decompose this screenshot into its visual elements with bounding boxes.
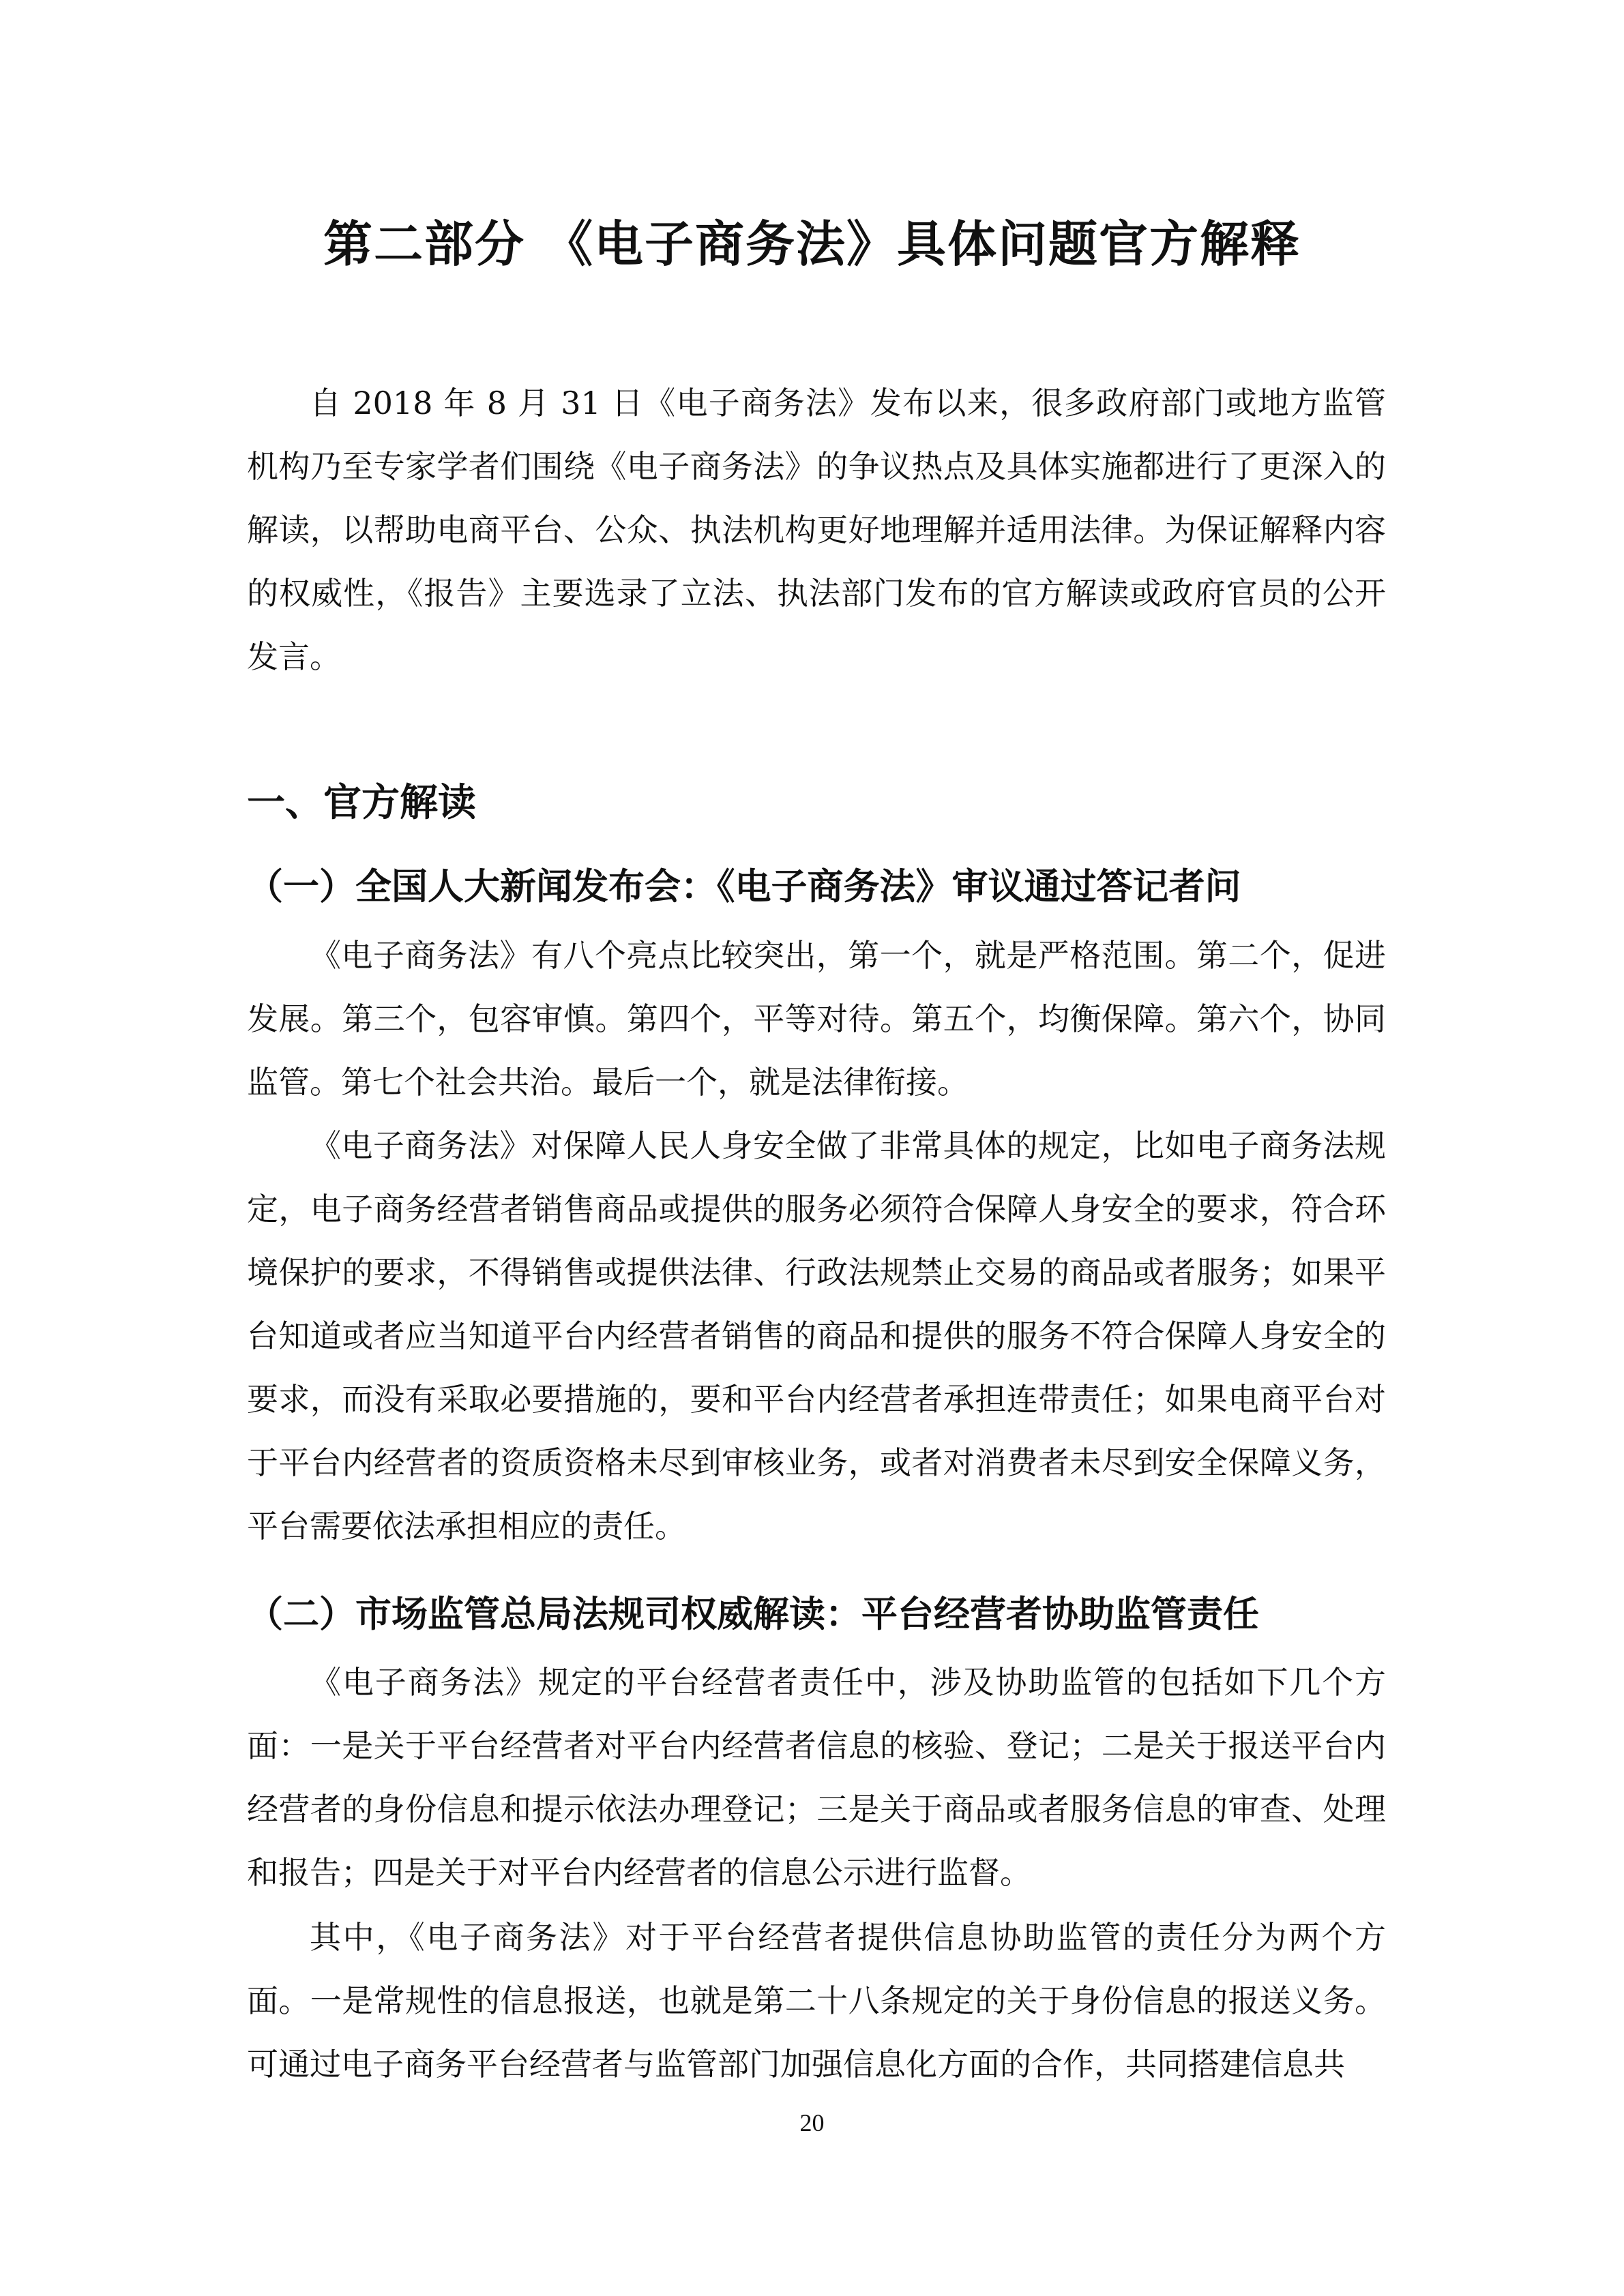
samr-paragraph-1: 《电子商务法》规定的平台经营者责任中，涉及协助监管的包括如下几个方面：一是关于平台经营者对平台内经营者信息的核验、登记；二是关于报送平台内经营者的身份信息和提示依法办理登记；三是关于商品或者服务信息的审查、处理和报告；四是关于对平台内经营者的信息公示进行监督。	[247, 1664, 1386, 1891]
samr-paragraph-2: 其中，《电子商务法》对于平台经营者提供信息协助监管的责任分为两个方面。一是常规性的信息报送，也就是第二十八条规定的关于身份信息的报送义务。可通过电子商务平台经营者与监管部门加强信息化方面的合作，共同搭建信息共	[247, 1919, 1386, 2083]
npc-paragraph-1: 《电子商务法》有八个亮点比较突出，第一个，就是严格范围。第二个，促进发展。第三个，包容审慎。第四个，平等对待。第五个，均衡保障。第六个，协同监管。第七个社会共治。最后一个，就是法律衔接。	[247, 937, 1386, 1101]
page-number: 20	[799, 2109, 825, 2136]
page-title: 第二部分 《电子商务法》具体问题官方解释	[323, 215, 1301, 273]
section-heading-official-interpretation: 一、官方解读	[247, 781, 476, 825]
npc-paragraph-2: 《电子商务法》对保障人民人身安全做了非常具体的规定，比如电子商务法规定，电子商务经营者销售商品或提供的服务必须符合保障人身安全的要求，符合环境保护的要求，不得销售或提供法律、行政法规禁止交易的商品或者服务；如果平台知道或者应当知道平台内经营者销售的商品和提供的服务不符合保障人身安全的要求，而没有采取必要措施的，要和平台内经营者承担连带责任；如果电商平台对于平台内经营者的资质资格未尽到审核业务，或者对消费者未尽到安全保障义务，平台需要依法承担相应的责任。	[247, 1127, 1386, 1545]
intro-paragraph: 自 2018 年 8 月 31 日《电子商务法》发布以来，很多政府部门或地方监管机构乃至专家学者们围绕《电子商务法》的争议热点及具体实施都进行了更深入的解读，以帮助电商平台、公众、执法机构更好地理解并适用法律。为保证解释内容的权威性，《报告》主要选录了立法、执法部门发布的官方解读或政府官员的公开发言。	[247, 385, 1386, 675]
subsection-heading-samr-interpretation: （二）市场监管总局法规司权威解读：平台经营者协助监管责任	[247, 1594, 1259, 1635]
subsection-heading-npc-press-conference: （一）全国人大新闻发布会：《电子商务法》审议通过答记者问	[247, 866, 1241, 908]
